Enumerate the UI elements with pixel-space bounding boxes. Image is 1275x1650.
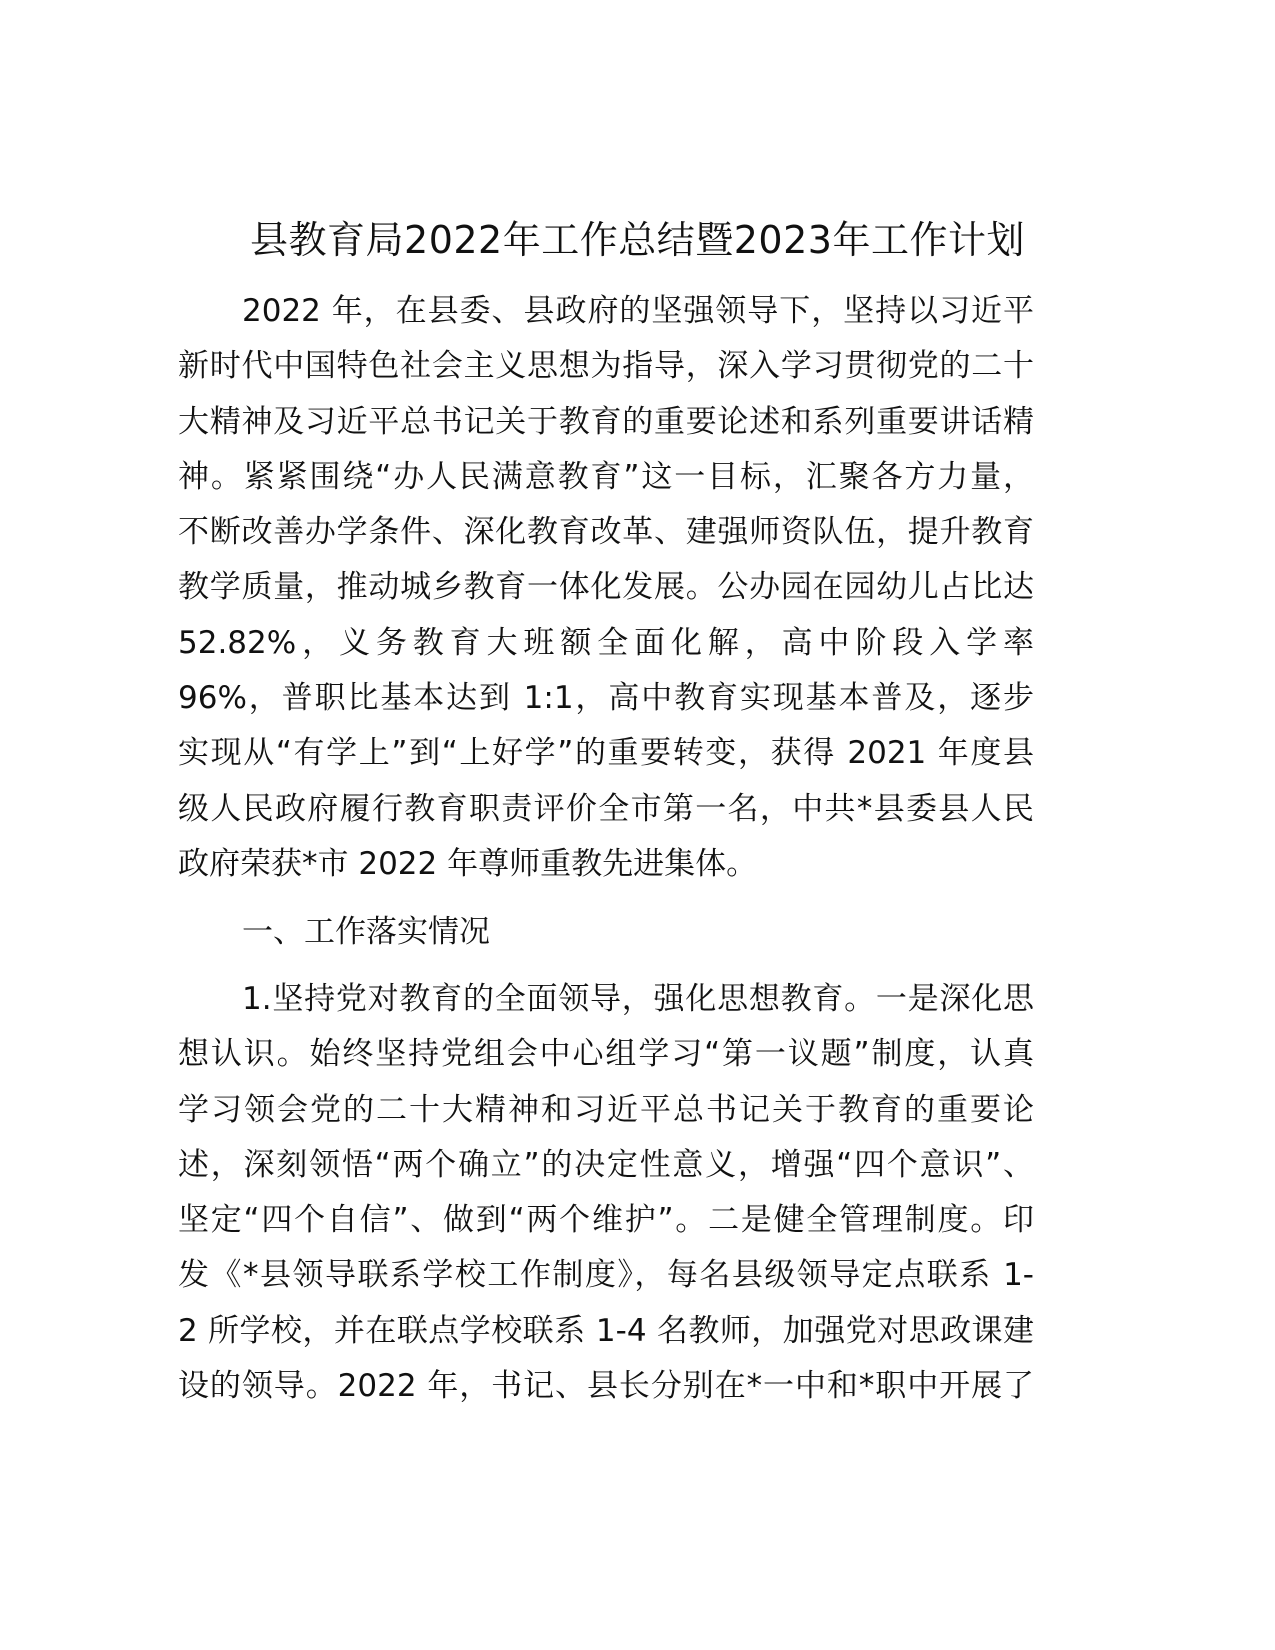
text-line: 2022 年，在县委、县政府的坚强领导下，坚持以习近平	[242, 293, 1034, 329]
text-line: 坚定“四个自信”、做到“两个维护”。二是健全管理制度。印	[178, 1202, 1034, 1239]
text-line: 政府荣获*市 2022 年尊师重教先进集体。	[178, 845, 758, 882]
text-line: 一、工作落实情况	[242, 914, 490, 950]
text-line: 神。紧紧围绕“办人民满意教育”这一目标，汇聚各方力量，	[178, 458, 1034, 495]
document-title: 县教育局2022年工作总结暨2023年工作计划	[250, 218, 1025, 262]
text-line: 级人民政府履行教育职责评价全市第一名，中共*县委县人民	[178, 790, 1034, 827]
text-line: 大精神及习近平总书记关于教育的重要论述和系列重要讲话精	[178, 403, 1034, 440]
section-heading	[178, 905, 1034, 960]
text-line: 想认识。始终坚持党组会中心组学习“第一议题”制度，认真	[178, 1036, 1034, 1073]
text-line: 52.82%，义务教育大班额全面化解，高中阶段入学率	[178, 624, 1034, 661]
text-line: 述，深刻领悟“两个确立”的决定性意义，增强“四个意识”、	[178, 1146, 1034, 1183]
text-line: 学习领会党的二十大精神和习近平总书记关于教育的重要论	[178, 1091, 1034, 1128]
text-line: 2 所学校，并在联点学校联系 1-4 名教师，加强党对思政课建	[178, 1312, 1034, 1349]
text-line: 发《*县领导联系学校工作制度》，每名县级领导定点联系 1-	[178, 1257, 1034, 1294]
paragraph-item-1	[178, 972, 1034, 1414]
text-line: 不断改善办学条件、深化教育改革、建强师资队伍，提升教育	[178, 514, 1034, 551]
text-line: 1.坚持党对教育的全面领导，强化思想教育。一是深化思	[242, 981, 1034, 1017]
text-line: 实现从“有学上”到“上好学”的重要转变，获得 2021 年度县	[178, 735, 1034, 772]
paragraph-intro	[178, 284, 1034, 892]
text-line: 96%，普职比基本达到 1:1，高中教育实现基本普及，逐步	[178, 680, 1034, 717]
text-line: 教学质量，推动城乡教育一体化发展。公办园在园幼儿占比达	[178, 569, 1034, 606]
text-line: 设的领导。2022 年，书记、县长分别在*一中和*职中开展了	[178, 1368, 1034, 1405]
text-line: 新时代中国特色社会主义思想为指导，深入学习贯彻党的二十	[178, 348, 1034, 385]
